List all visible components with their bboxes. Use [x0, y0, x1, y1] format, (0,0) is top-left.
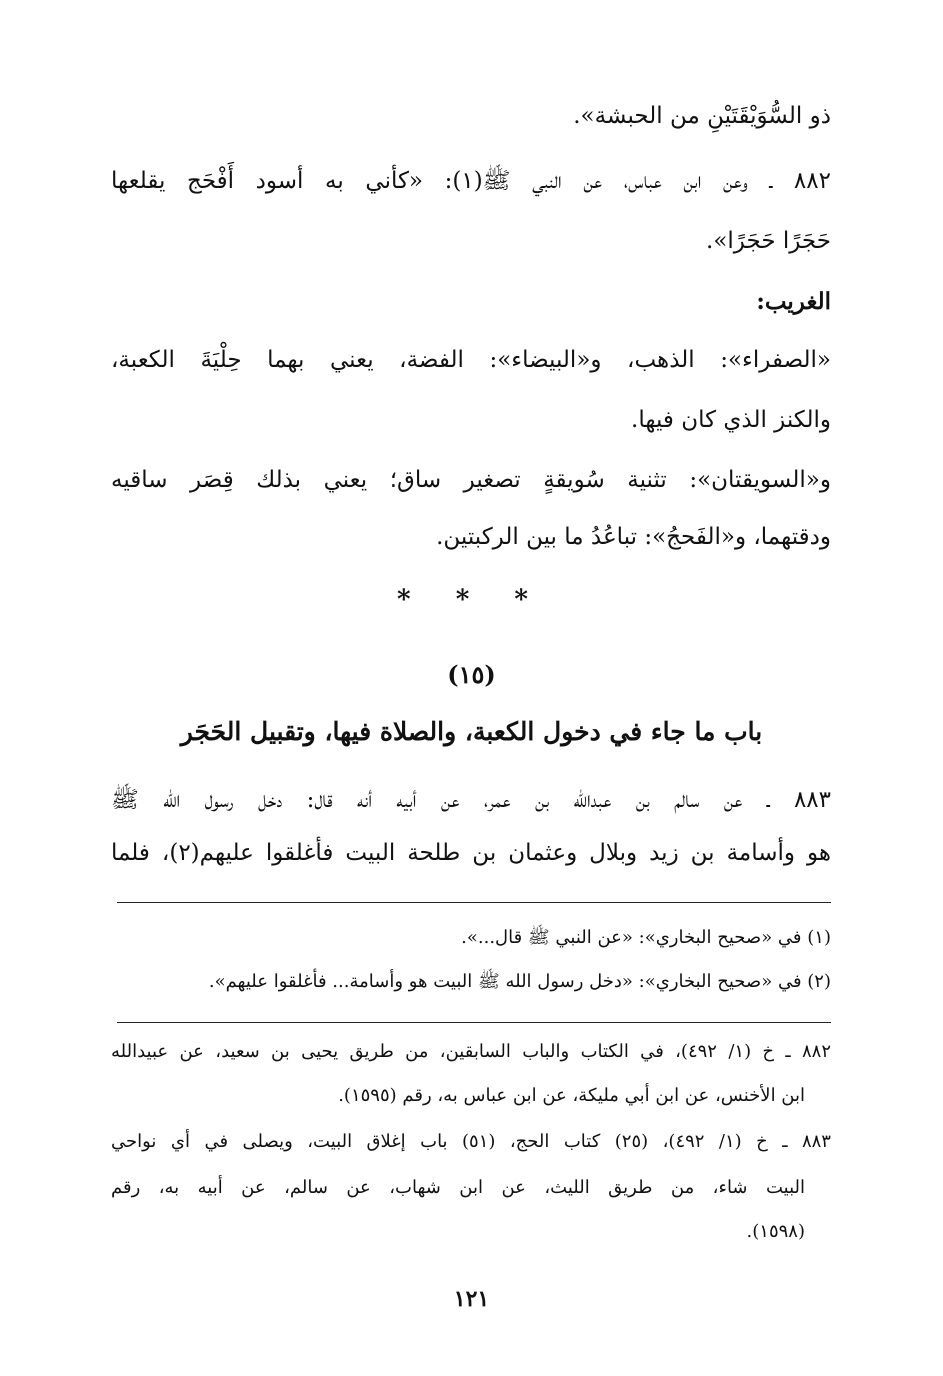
- hadith-883-line: ٨٨٣ ـ عن سالم بن عبدالله بن عمر، عن أبيه أنه قال: دخل رسول الله ﷺ: [111, 787, 831, 813]
- gharib-line: «الصفراء»: الذهب، و«البيضاء»: الفضة، يعني بهما حِلْيَةَ الكعبة،: [111, 347, 831, 373]
- references-divider: [117, 1022, 831, 1023]
- body-line: ذو السُّوَيْقَتَيْنِ من الحبشة».: [573, 103, 831, 129]
- gharib-heading: الغريب:: [756, 288, 831, 315]
- gharib-line: ودقتهما، و«الفَحجُ»: تباعُدُ ما بين الركبتين.: [436, 524, 831, 550]
- hadith-883-line: هو وأسامة بن زيد وبلال وعثمان بن طلحة البيت فأغلقوا عليهم(٢)، فلما: [111, 840, 831, 866]
- reference-line: ٨٨٣ ـ خ (١/ ٤٩٢)، (٢٥) كتاب الحج، (٥١) باب إغلاق البيت، ويصلى في أي نواحي: [111, 1131, 831, 1152]
- footnote-divider: [117, 902, 831, 903]
- reference-line: ابن الأخنس، عن ابن أبي مليكة، عن ابن عباس به، رقم (١٥٩٥).: [338, 1085, 805, 1106]
- page-number: ١٢١: [453, 1286, 490, 1312]
- chapter-title: باب ما جاء في دخول الكعبة، والصلاة فيها، وتقبيل الحَجَر: [180, 717, 763, 746]
- hadith-882-line: ٨٨٢ ـ وعن ابن عباس، عن النبي ﷺ(١): «كأني به أسود أَفْحَج يقلعها: [111, 168, 831, 194]
- gharib-line: و«السويقتان»: تثنية سُويقةٍ تصغير ساق؛ يعني بذلك قِصَر ساقيه: [111, 467, 831, 493]
- reference-line: ٨٨٢ ـ خ (١/ ٤٩٢)، في الكتاب والباب السابقين، من طريق يحيى بن سعيد، عن عبيدالله: [111, 1041, 831, 1062]
- reference-line: (١٥٩٨).: [746, 1221, 805, 1242]
- chapter-number: (١٥): [447, 660, 496, 689]
- footnote: (٢) في «صحيح البخاري»: «دخل رسول الله ﷺ البيت هو وأسامة... فأغلقوا عليهم».: [208, 971, 831, 992]
- section-separator: * * *: [397, 585, 546, 615]
- reference-line: البيت شاء، من طريق الليث، عن ابن شهاب، عن سالم، عن أبيه به، رقم: [111, 1177, 805, 1198]
- gharib-line: والكنز الذي كان فيها.: [631, 407, 831, 433]
- footnote: (١) في «صحيح البخاري»: «عن النبي ﷺ قال...».: [461, 927, 831, 948]
- hadith-882-line: حَجَرًا حَجَرًا».: [706, 228, 831, 254]
